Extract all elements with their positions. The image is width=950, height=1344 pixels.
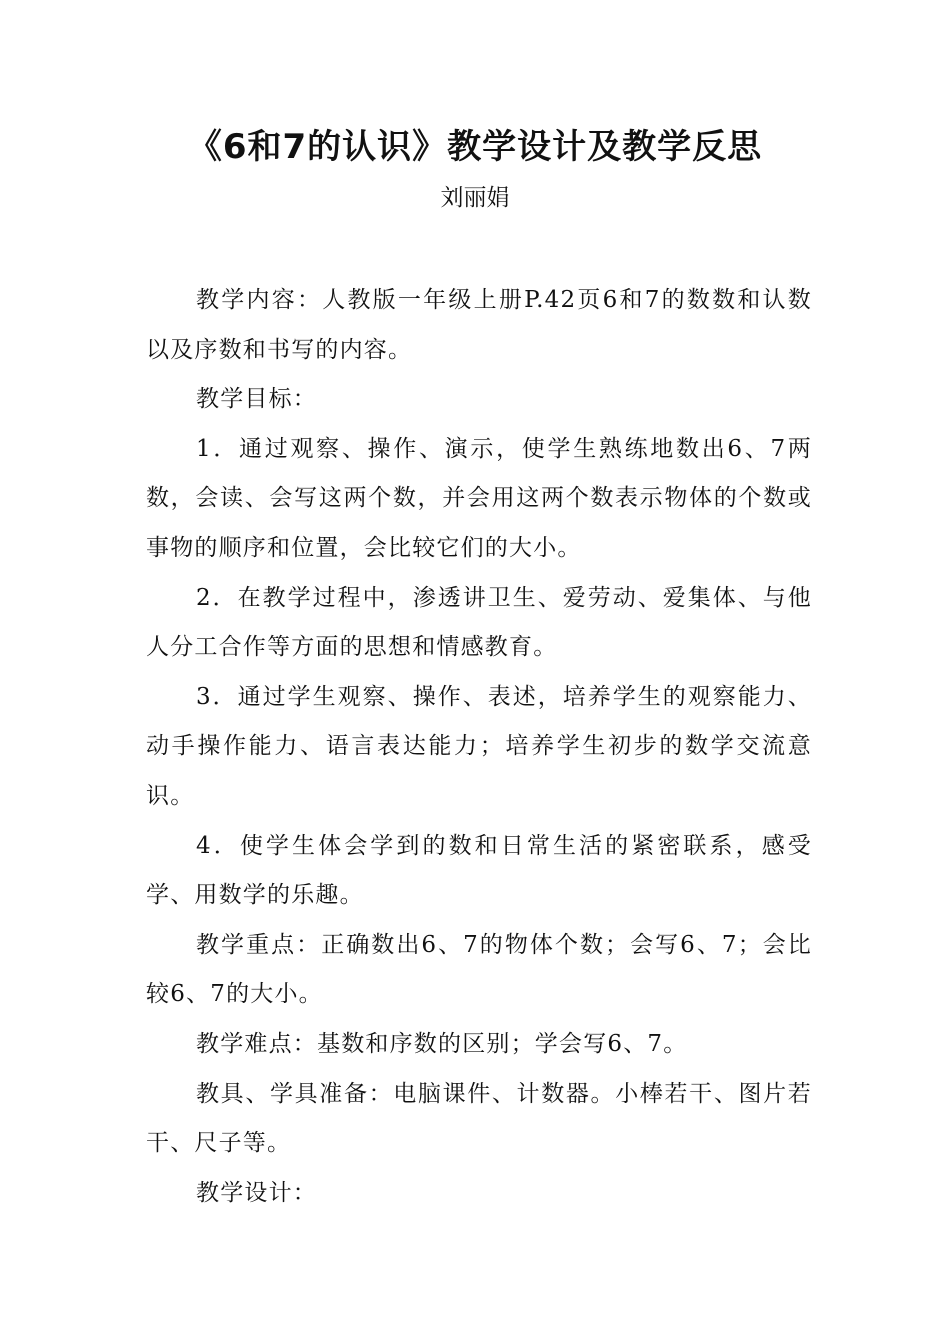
document-title: 《6和7的认识》教学设计及教学反思: [187, 127, 763, 167]
paragraph-difficulties: 教学难点：基数和序数的区别；学会写6、7。: [196, 1030, 688, 1057]
paragraph-objective-4: 4．使学生体会学到的数和日常生活的紧密联系，感受学、用数学的乐趣。: [146, 832, 812, 909]
paragraph-design-heading: 教学设计：: [196, 1179, 317, 1206]
document-body: [146, 276, 812, 1218]
author-name: 刘丽娟: [440, 185, 510, 211]
paragraph-key-points: 教学重点：正确数出6、7的物体个数；会写6、7；会比较6、7的大小。: [146, 931, 812, 1008]
paragraph-objective-3: 3．通过学生观察、操作、表述，培养学生的观察能力、动手操作能力、语言表达能力；培养学生初步的数学交流意识。: [146, 683, 812, 809]
paragraph-objective-2: 2．在教学过程中，渗透讲卫生、爱劳动、爱集体、与他人分工合作等方面的思想和情感教育。: [146, 584, 812, 661]
paragraph-objectives-heading: 教学目标：: [196, 386, 317, 413]
paragraph-content: 教学内容：人教版一年级上册P.42页6和7的数数和认数以及序数和书写的内容。: [146, 287, 812, 363]
paragraph-materials: 教具、学具准备：电脑课件、计数器。小棒若干、图片若干、尺子等。: [146, 1080, 812, 1157]
paragraph-objective-1: 1．通过观察、操作、演示，使学生熟练地数出6、7两数，会读、会写这两个数，并会用这两个数表示物体的个数或事物的顺序和位置，会比较它们的大小。: [146, 435, 812, 561]
